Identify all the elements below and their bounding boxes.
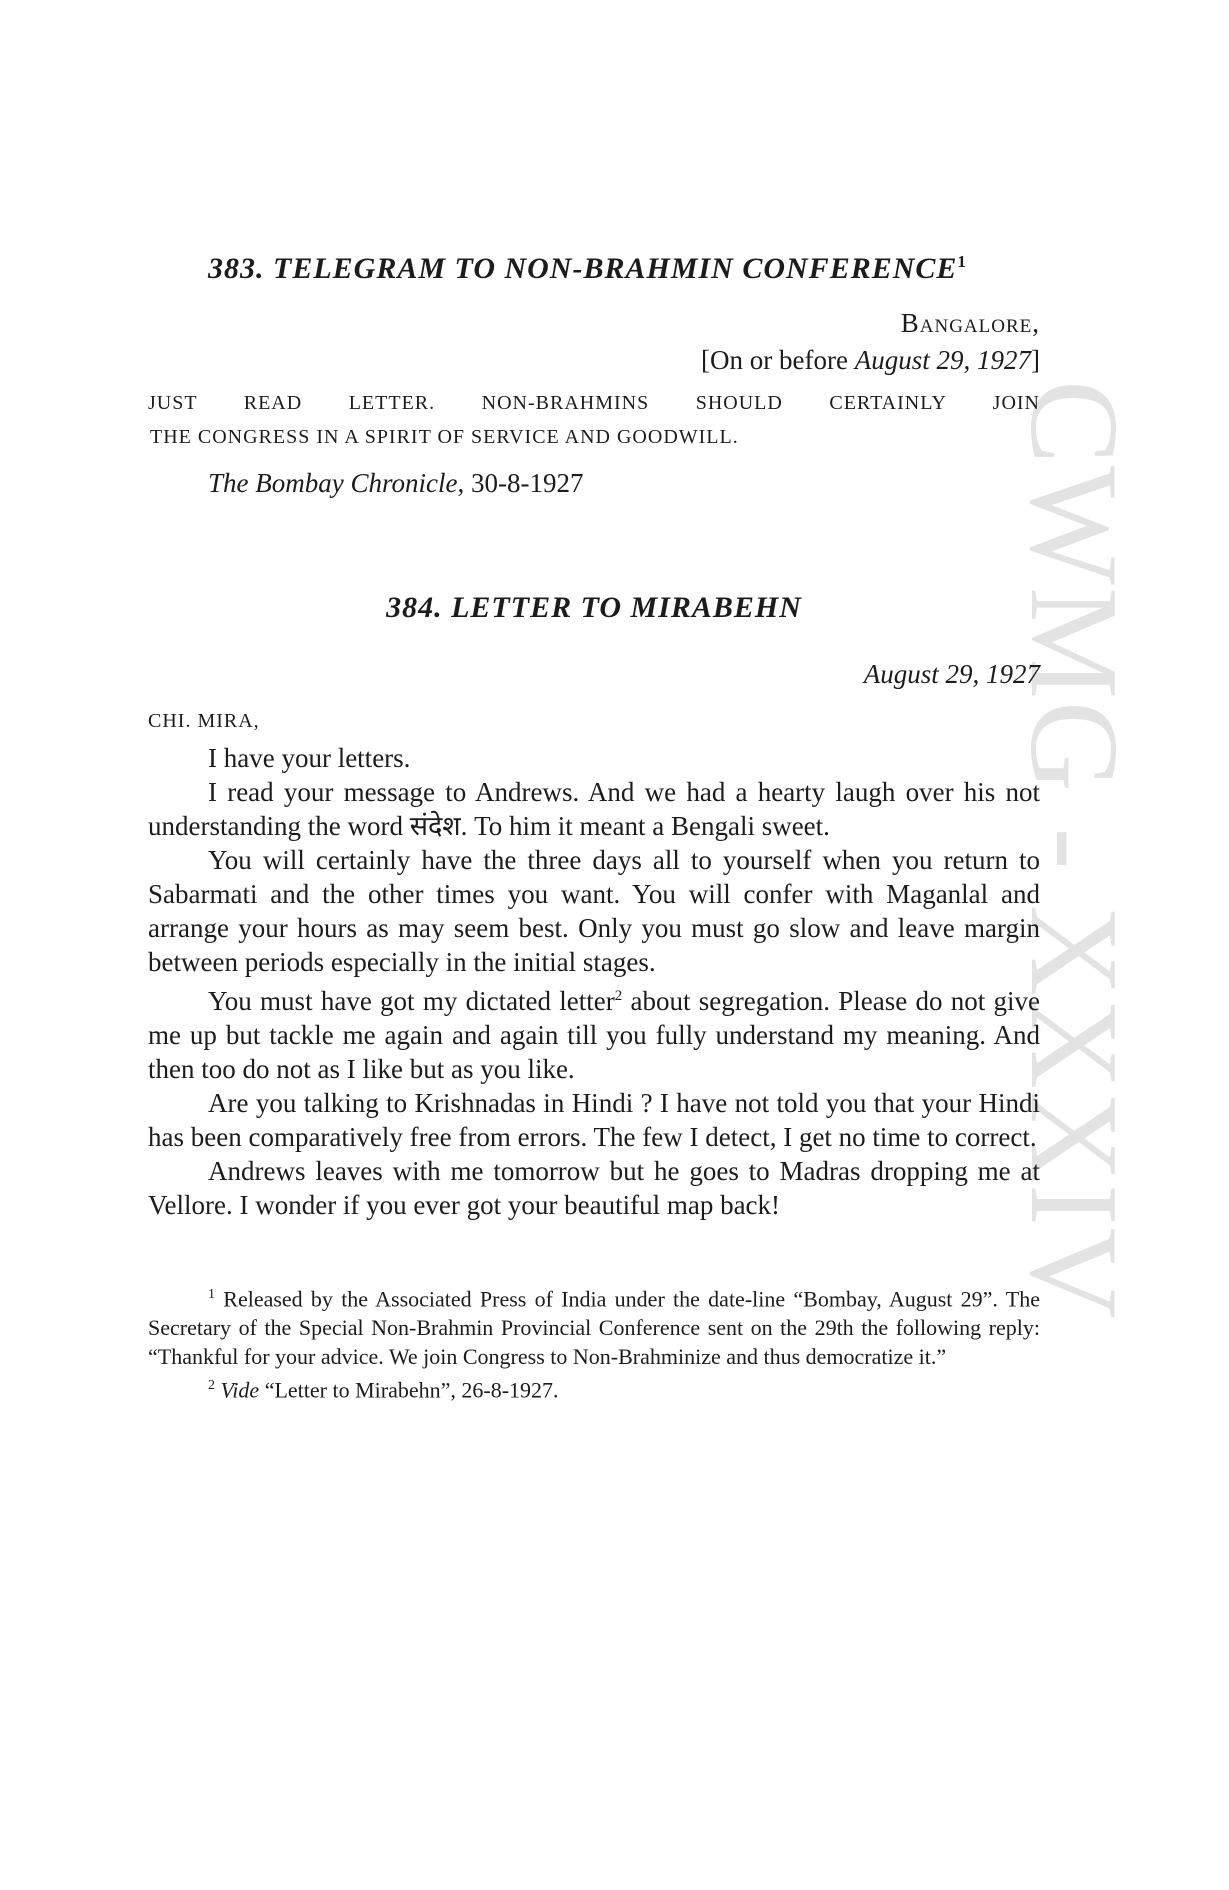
- heading-384: 384. LETTER TO MIRABEHN: [386, 591, 802, 624]
- paragraph-3: You will certainly have the three days all to yourself when you return to Sabarmati and the other times you want. You will confer with Maganlal and arrange your hours as may seem best. Only you must go slow and leave margin between periods especially in the initial stages.: [148, 845, 1040, 977]
- footnote-1-text: Released by the Associated Press of India under the date-line “Bombay, August 29”. The Secretary of the Special Non-Brahmin Provincial Conference sent on the 29th the following reply: “Thankful for your advice. We join Congress to Non-Brahminize and thus democratize it.”: [148, 1286, 1040, 1370]
- paragraph-1: I have your letters.: [208, 743, 411, 773]
- footnote-2-vide: Vide: [220, 1377, 260, 1403]
- place-line: Bangalore,: [900, 308, 1040, 338]
- footnote-2-mark: 2: [208, 1378, 215, 1394]
- paragraph-4: [148, 979, 1040, 1086]
- footnotes: [148, 1280, 1040, 1405]
- paragraph-4-end: about segregation. Please do not give me up but tackle me again and again till you fully understand my meaning. And then too do not as I like but as you like.: [148, 986, 1041, 1084]
- footnote-1-mark: 1: [208, 1287, 215, 1302]
- date-italic: August 29, 1927: [854, 345, 1031, 375]
- source-citation: [208, 468, 1040, 499]
- telegram-line-2: THE CONGRESS IN A SPIRIT OF SERVICE AND GOODWILL.: [150, 426, 739, 448]
- heading-383-text: 383. TELEGRAM TO NON-BRAHMIN CONFERENCE: [208, 252, 958, 285]
- watermark: CWMG - XXXIV: [1004, 380, 1143, 1321]
- footnote-2: [148, 1371, 1040, 1404]
- paragraph-5: Are you talking to Krishnadas in Hindi ? I have not told you that your Hindi has been comparatively free from errors. The few I detect, I get no time to correct.: [148, 1088, 1040, 1152]
- page-content: [148, 252, 1040, 1405]
- heading-383: [148, 252, 1040, 286]
- footnote-ref-2: 2: [614, 988, 623, 1004]
- paragraph-2: I read your message to Andrews. And we had a hearty laugh over his not understanding the word संदेश. To him it meant a Bengali sweet.: [148, 777, 1040, 841]
- footnote-1: [148, 1280, 1040, 1371]
- telegram-text: [148, 386, 1040, 454]
- telegram-date: [148, 345, 1040, 376]
- date-prefix: [On or before: [701, 345, 848, 375]
- footnote-2-text: “Letter to Mirabehn”, 26-8-1927.: [259, 1377, 559, 1403]
- telegram-line-1: JUST READ LETTER. NON-BRAHMINS SHOULD CERTAINLY JOIN: [148, 392, 1040, 414]
- source-date: , 30-8-1927: [457, 468, 584, 498]
- salutation: CHI. MIRA,: [148, 710, 260, 732]
- source-title: The Bombay Chronicle: [208, 468, 458, 498]
- paragraph-6: Andrews leaves with me tomorrow but he goes to Madras dropping me at Vellore. I wonder if you ever got your beautiful map back!: [148, 1156, 1040, 1220]
- footnote-ref-1: 1: [957, 252, 967, 271]
- date-suffix: ]: [1031, 345, 1040, 375]
- letter-date: August 29, 1927: [863, 659, 1040, 689]
- paragraph-4-start: You must have got my dictated letter: [208, 986, 615, 1016]
